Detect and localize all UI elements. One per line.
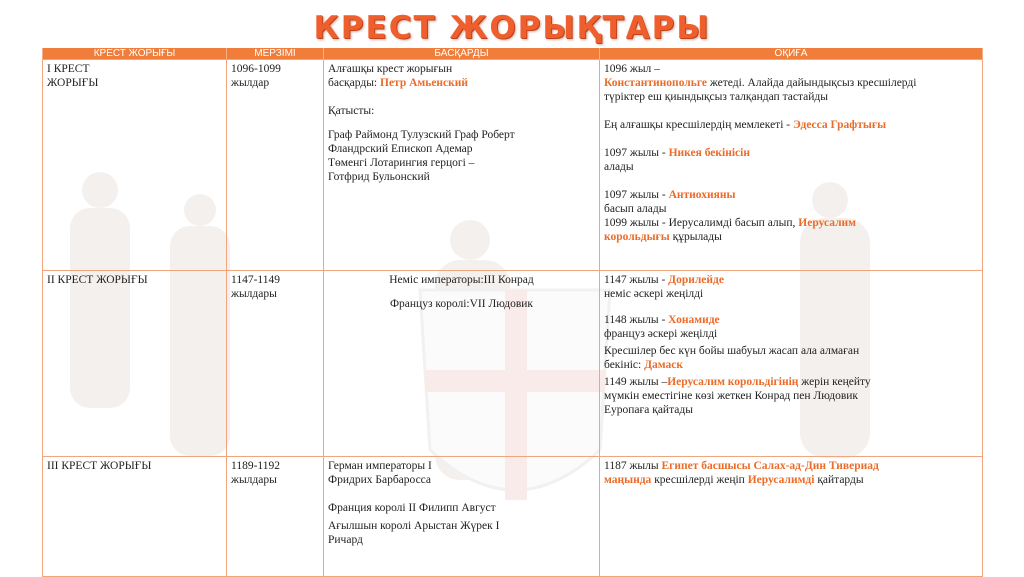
events-cell bbox=[600, 271, 983, 457]
event-highlight: Константинопольге bbox=[604, 77, 707, 89]
event-highlight: корольдығы bbox=[604, 231, 670, 243]
period-cell bbox=[227, 60, 324, 271]
header-events: ОҚИҒА bbox=[600, 48, 983, 60]
leader-text: басқарды: bbox=[328, 77, 378, 89]
event-highlight: Иерусалимді bbox=[747, 474, 815, 486]
leader-text: Француз королі:VII Людовик bbox=[389, 298, 534, 310]
period-cell bbox=[227, 457, 324, 577]
event-highlight: Иерусалим корольдігінің bbox=[667, 376, 799, 388]
period-cell bbox=[227, 271, 324, 457]
event-text: 1148 жылы - bbox=[604, 314, 666, 326]
period-word: жылдар bbox=[231, 77, 270, 89]
event-text: француз әскері жеңілді bbox=[604, 328, 718, 340]
period-word: жылдары bbox=[231, 474, 277, 486]
leader-text: Алғашқы крест жорығын bbox=[328, 63, 453, 75]
crusade-name: I КРЕСТ bbox=[47, 63, 90, 75]
table-row bbox=[43, 457, 983, 577]
events-cell bbox=[600, 457, 983, 577]
header-leaders: БАСҚАРДЫ bbox=[324, 48, 600, 60]
header-period: МЕРЗІМІ bbox=[227, 48, 324, 60]
leader-text: Франция королі II Филипп Август bbox=[328, 502, 496, 514]
event-text: 1096 жыл – bbox=[604, 63, 660, 75]
events-cell bbox=[600, 60, 983, 271]
crusade-name-cell bbox=[43, 457, 227, 577]
event-highlight: Эдесса Графтығы bbox=[792, 119, 887, 131]
event-highlight: Иерусалим bbox=[798, 217, 856, 229]
event-highlight: Египет басшысы Салах-ад-Дин Тивериад bbox=[661, 460, 879, 472]
leader-text: Ричард bbox=[328, 534, 363, 546]
leader-name: Петр Амьенский bbox=[380, 77, 469, 89]
event-text: жетеді. Алайда дайындықсыз кресшілерді bbox=[709, 77, 917, 89]
event-text: қайтарды bbox=[817, 474, 864, 486]
crusade-name: ЖОРЫҒЫ bbox=[47, 77, 99, 89]
period-years: 1096-1099 bbox=[231, 63, 281, 75]
header-crusade: КРЕСТ ЖОРЫҒЫ bbox=[43, 48, 227, 60]
leader-text: Неміс императоры:III Конрад bbox=[389, 274, 534, 286]
leaders-cell bbox=[324, 60, 600, 271]
event-text: кресшілерді жеңіп bbox=[654, 474, 745, 486]
event-text: Еуропаға қайтады bbox=[604, 404, 693, 416]
event-highlight: Дамаск bbox=[644, 359, 684, 371]
event-text: мүмкін еместігіне көзі жеткен Конрад пен Людовик bbox=[604, 390, 859, 402]
leaders-cell bbox=[324, 457, 600, 577]
event-highlight: Никея бекінісін bbox=[668, 147, 750, 159]
event-text: алады bbox=[604, 161, 634, 173]
participant: Готфрид Бульонский bbox=[328, 171, 430, 183]
table-header-row bbox=[43, 48, 983, 60]
event-highlight: Дорилейде bbox=[668, 274, 724, 286]
period-word: жылдары bbox=[231, 288, 277, 300]
table-row bbox=[43, 60, 983, 271]
event-text: түріктер еш қиындықсыз талқандап тастайды bbox=[604, 91, 828, 103]
period-years: 1147-1149 bbox=[231, 274, 280, 286]
table-row bbox=[43, 271, 983, 457]
leader-text: Фридрих Барбаросса bbox=[328, 474, 432, 486]
leader-text: Герман императоры I bbox=[328, 460, 432, 472]
leaders-cell bbox=[324, 271, 600, 457]
event-text: 1099 жылы - Иерусалимді басып алып, bbox=[604, 217, 796, 229]
crusade-name: II КРЕСТ ЖОРЫҒЫ bbox=[47, 274, 148, 286]
event-text: құрылады bbox=[672, 231, 722, 243]
event-text: бекініс: bbox=[604, 359, 642, 371]
crusade-name: III КРЕСТ ЖОРЫҒЫ bbox=[47, 460, 152, 472]
event-text: неміс әскері жеңілді bbox=[604, 288, 704, 300]
event-text: Кресшілер бес күн бойы шабуыл жасап ала алмаған bbox=[604, 345, 860, 357]
event-text: 1147 жылы - bbox=[604, 274, 666, 286]
participant: Граф Раймонд Тулузский Граф Роберт bbox=[328, 129, 515, 141]
event-text: 1149 жылы – bbox=[604, 376, 668, 388]
event-highlight: маңында bbox=[604, 474, 652, 486]
event-text: 1187 жылы bbox=[604, 460, 659, 472]
leader-text: Ағылшын королі Арыстан Жүрек I bbox=[328, 520, 500, 532]
participant: Фландрский Епископ Адемар bbox=[328, 143, 473, 155]
event-text: Ең алғашқы кресшілердің мемлекеті - bbox=[604, 119, 791, 131]
event-text: 1097 жылы - bbox=[604, 147, 666, 159]
event-text: басып алады bbox=[604, 203, 667, 215]
event-text: 1097 жылы - bbox=[604, 189, 666, 201]
period-years: 1189-1192 bbox=[231, 460, 280, 472]
page-title: КРЕСТ ЖОРЫҚТАРЫ bbox=[313, 10, 711, 46]
participants-label: Қатысты: bbox=[328, 105, 375, 117]
event-highlight: Хонамиде bbox=[668, 314, 720, 326]
crusade-name-cell bbox=[43, 60, 227, 271]
event-text: жерін кеңейту bbox=[801, 376, 871, 388]
crusades-table bbox=[42, 48, 983, 577]
event-highlight: Антиохияны bbox=[668, 189, 736, 201]
participant: Төменгі Лотарингия герцогі – bbox=[328, 157, 475, 169]
crusade-name-cell bbox=[43, 271, 227, 457]
